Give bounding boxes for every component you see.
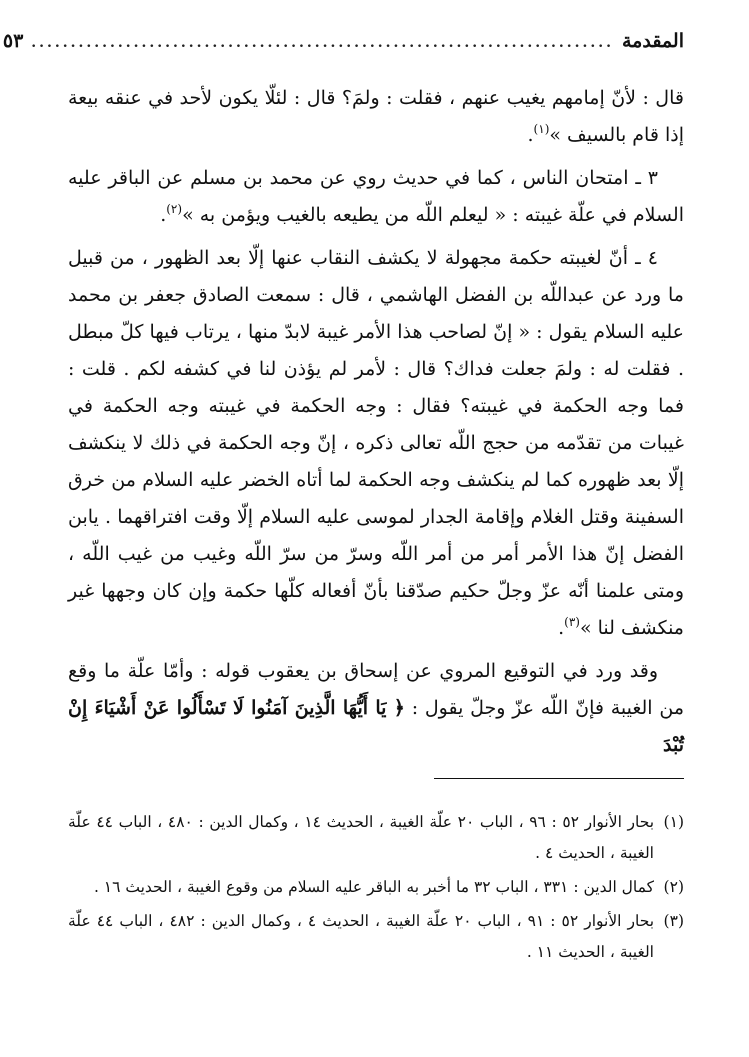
footnote-ref-3[interactable]: (٣) bbox=[564, 615, 580, 629]
footnote-text: بحار الأنوار ٥٢ : ٩١ ، الباب ٢٠ علّة الغيبة ، الحديث ٤ ، وكمال الدين : ٤٨٢ ، الباب ٤٤ علّة الغيبة ، الحديث ١١ . bbox=[68, 912, 655, 961]
main-text bbox=[68, 80, 684, 764]
paragraph-end: . bbox=[160, 204, 167, 226]
footnote-text: بحار الأنوار ٥٢ : ٩٦ ، الباب ٢٠ علّة الغيبة ، الحديث ١٤ ، وكمال الدين : ٤٨٠ ، الباب ٤٤ علّة الغيبة ، الحديث ٤ . bbox=[68, 813, 655, 862]
paragraph-4 bbox=[68, 653, 684, 764]
paragraph-3 bbox=[68, 240, 684, 649]
paragraph-text: ٤ ـ أنّ لغيبته حكمة مجهولة لا يكشف النقاب عنها إلّا بعد الظهور ، من قبيل ما ورد عن عبداللّه بن الفضل الهاشمي ، قال : سمعت الصادق جعفر بن محمد عليه السلام يقول : « إنّ لصاحب هذا الأمر غيبة لابدّ منها ، يرتاب فيها كلّ مبطل . فقلت له : ولمَ جعلت فداك؟ قال : لأمر لم يؤذن لنا في كشفه لكم . قلت : فما وجه الحكمة في غيبته؟ فقال : وجه الحكمة في غيبته وجه الحكمة في غيبات من تقدّمه من حجج اللّه تعالى ذكره ، إنّ وجه الحكمة في ذلك لا ينكشف إلّا بعد ظهوره كما لم ينكشف وجه الحكمة لما أتاه الخضر عليه السلام من خرق السفينة وقتل الغلام وإقامة الجدار لموسى عليه السلام إلّا وقت افتراقهما . يابن الفضل إنّ هذا الأمر أمر من أمر اللّه وسرّ من سرّ اللّه وغيب من غيب اللّه ، ومتى علمنا أنّه عزّ وجلّ حكيم صدّقنا بأنّ أفعاله كلّها حكمة وإن كان وجهها غير منكشف لنا » bbox=[68, 247, 684, 639]
paragraph-1 bbox=[68, 80, 684, 156]
dot-leader: .......................................................................... bbox=[31, 35, 614, 51]
footnote-ref-2[interactable]: (٢) bbox=[166, 202, 183, 216]
page-number: ٥٣ bbox=[2, 30, 24, 52]
quran-verse: ﴿ يَا أَيُّهَا الَّذِينَ آمَنُوا لَا تَسْأَلُوا عَنْ أَشْيَاءَ إِنْ تُبْدَ bbox=[68, 697, 684, 756]
footnote-number: (١) bbox=[663, 813, 684, 831]
paragraph-end: . bbox=[558, 617, 565, 639]
footnote bbox=[68, 906, 684, 968]
footnote-ref-1[interactable]: (١) bbox=[533, 122, 550, 136]
footnote-divider bbox=[434, 778, 684, 779]
footnote bbox=[68, 872, 684, 903]
paragraph-text: وقد ورد في التوقيع المروي عن إسحاق بن يعقوب قوله : وأمّا علّة ما وقع من الغيبة فإنّ اللّه عزّ وجلّ يقول : bbox=[68, 660, 684, 719]
paragraph-text: قال : لأنّ إمامهم يغيب عنهم ، فقلت : ولمَ؟ قال : لئلّا يكون لأحد في عنقه بيعة إذا قام بالسيف » bbox=[68, 87, 684, 146]
section-title: المقدمة bbox=[621, 30, 684, 52]
footnote-text: كمال الدين : ٣٣١ ، الباب ٣٢ ما أخبر به الباقر عليه السلام من وقوع الغيبة ، الحديث ١٦ . bbox=[93, 878, 654, 896]
footnote-number: (٢) bbox=[663, 878, 684, 896]
footnote-number: (٣) bbox=[663, 912, 684, 930]
footnotes bbox=[68, 807, 684, 968]
running-header bbox=[2, 30, 684, 60]
footnote bbox=[68, 807, 684, 869]
paragraph-text: ٣ ـ امتحان الناس ، كما في حديث روي عن محمد بن مسلم عن الباقر عليه السلام في علّة غيبته : « ليعلم اللّه من يطيعه بالغيب ويؤمن به » bbox=[68, 167, 684, 226]
book-page bbox=[2, 30, 684, 971]
paragraph-2 bbox=[68, 160, 684, 236]
paragraph-end: . bbox=[527, 124, 534, 146]
